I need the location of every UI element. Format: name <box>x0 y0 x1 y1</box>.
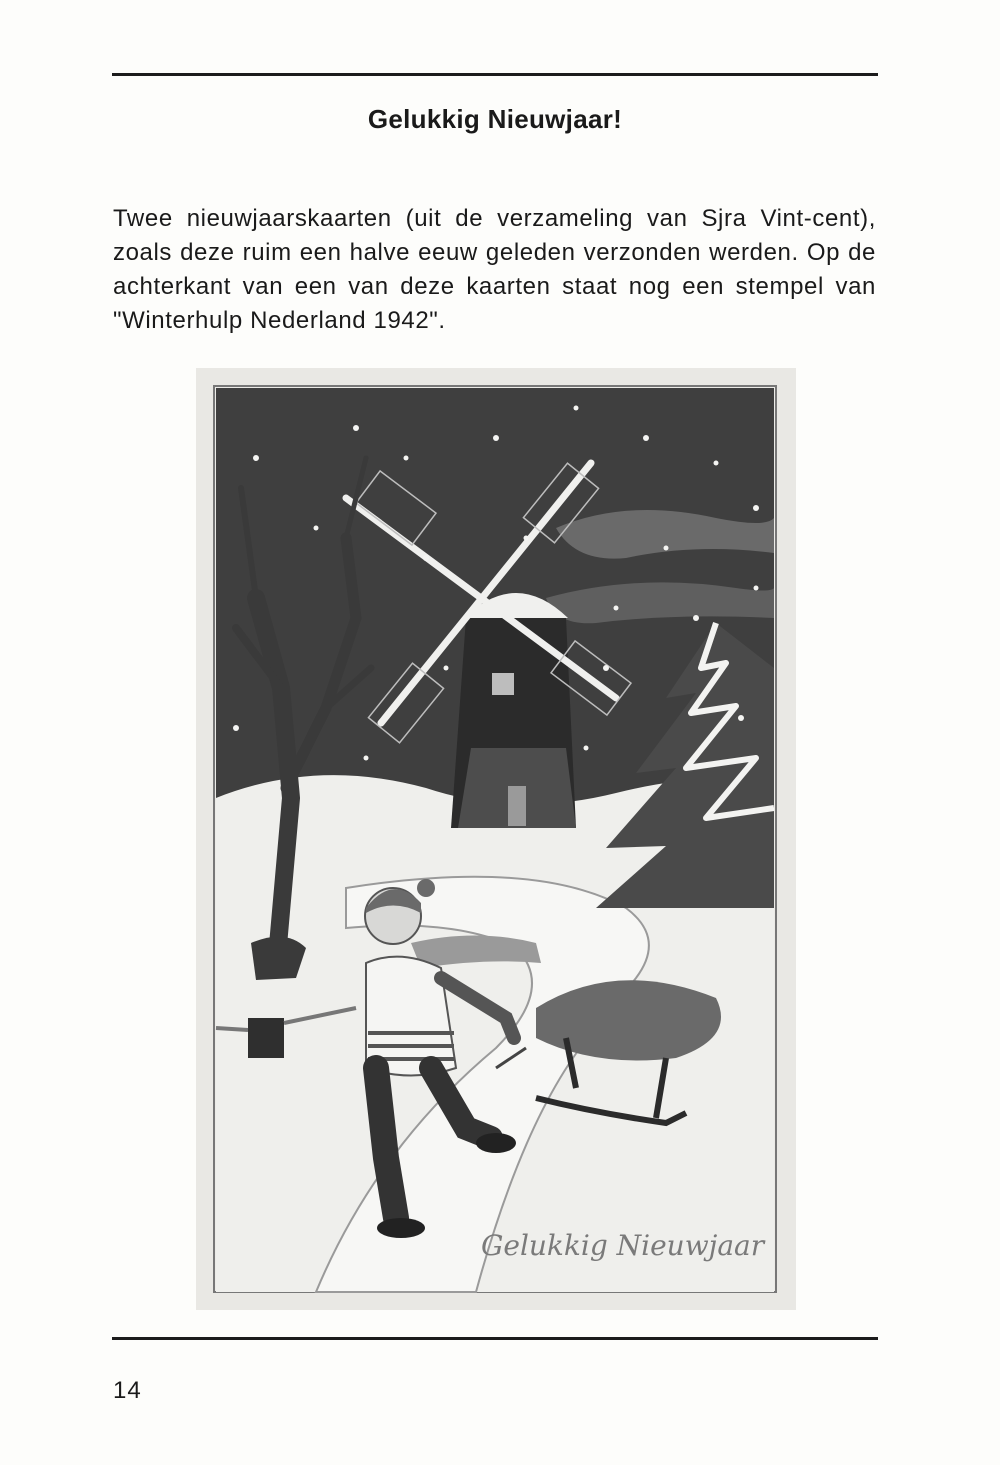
bottom-rule <box>112 1337 878 1340</box>
page-title: Gelukkig Nieuwjaar! <box>367 104 623 134</box>
postcard-image <box>196 368 796 1310</box>
postcard-caption: Gelukkig Nieuwjaar <box>481 1229 765 1262</box>
page-number: 14 <box>113 1377 142 1404</box>
postcard-illustration <box>196 368 796 1310</box>
intro-paragraph: Twee nieuwjaarskaarten (uit de verzameling van Sjra Vint-cent), zoals deze ruim een halve eeuw geleden verzonden werden. Op de achterkant van een van deze kaarten staat nog een stempel van "Winterhulp Nederland 1942". <box>113 205 876 334</box>
top-rule <box>112 73 878 76</box>
